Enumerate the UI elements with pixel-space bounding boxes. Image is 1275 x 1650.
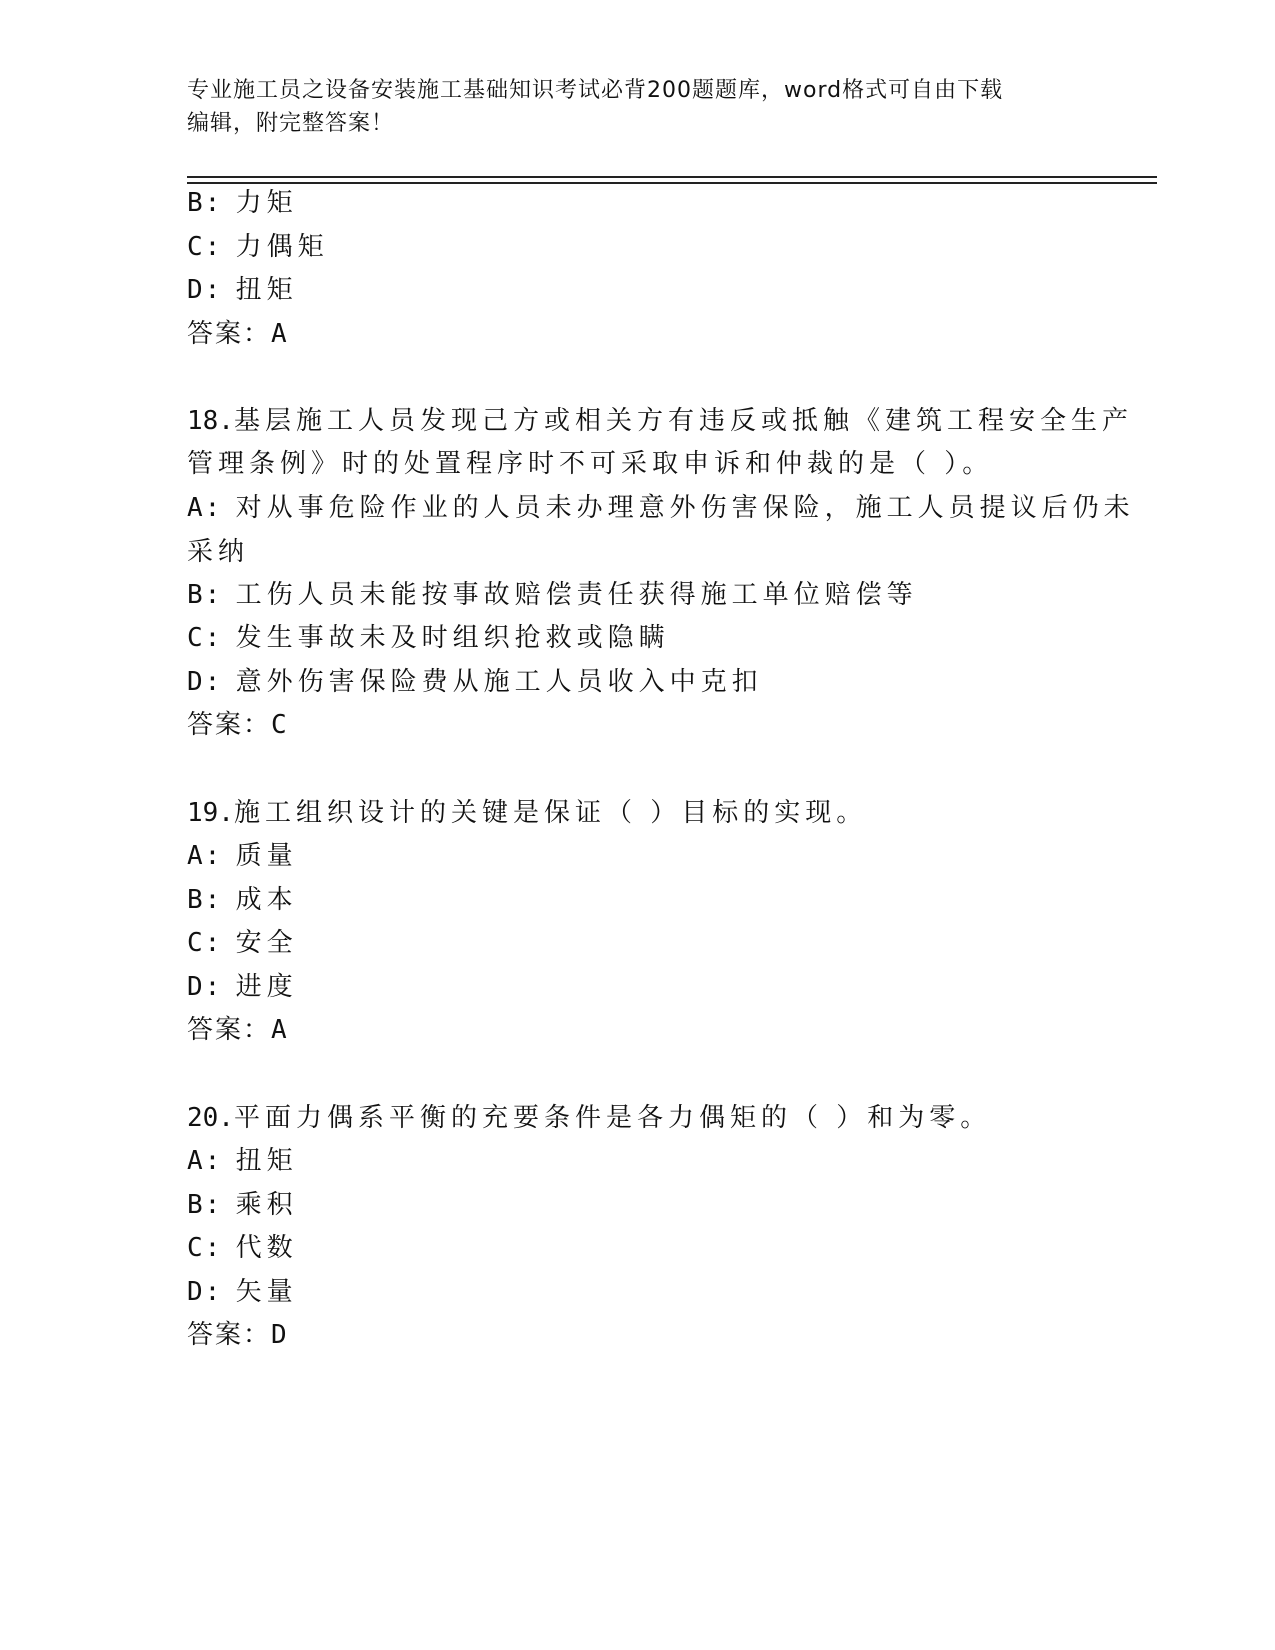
q18-stem-line1 xyxy=(187,404,1133,438)
option-text: 对从事危险作业的人员未办理意外伤害保险，施工人员提议后仍未 xyxy=(235,493,1135,523)
q19-stem xyxy=(187,796,867,830)
option-label: D: xyxy=(187,667,223,697)
question-number: 18. xyxy=(187,406,234,436)
question-number: 20. xyxy=(187,1103,234,1133)
option-label: B: xyxy=(187,1190,223,1220)
document-header xyxy=(187,74,1087,140)
option-label: A: xyxy=(187,493,223,523)
q17-option-c xyxy=(187,230,329,264)
option-label: D: xyxy=(187,1277,223,1307)
answer-label: 答案： xyxy=(187,319,272,349)
option-label: A: xyxy=(187,1146,223,1176)
answer-value: A xyxy=(271,1015,287,1045)
question-stem: 施工组织设计的关键是保证（ ）目标的实现。 xyxy=(233,798,868,828)
question-stem: 平面力偶系平衡的充要条件是各力偶矩的（ ）和为零。 xyxy=(233,1103,992,1133)
q18-option-c xyxy=(187,621,670,655)
answer-label: 答案： xyxy=(187,1320,272,1350)
option-label: D: xyxy=(187,275,223,305)
question-number: 19. xyxy=(187,798,234,828)
q20-option-a xyxy=(187,1144,298,1178)
option-label: C: xyxy=(187,928,223,958)
q19-option-b xyxy=(187,883,298,917)
answer-value: C xyxy=(271,710,287,740)
option-text: 成本 xyxy=(235,885,298,915)
option-text: 安全 xyxy=(235,928,298,958)
option-label: C: xyxy=(187,623,223,653)
q19-option-d xyxy=(187,970,298,1004)
q17-answer xyxy=(187,317,287,351)
answer-label: 答案： xyxy=(187,710,272,740)
q17-option-d xyxy=(187,273,298,307)
q19-option-c xyxy=(187,926,298,960)
q20-option-d xyxy=(187,1275,298,1309)
option-text: 意外伤害保险费从施工人员收入中克扣 xyxy=(235,667,763,697)
option-text: 扭矩 xyxy=(235,275,298,305)
q19-option-a xyxy=(187,839,298,873)
q20-answer xyxy=(187,1318,287,1352)
option-text: 矢量 xyxy=(235,1277,298,1307)
option-text: 力偶矩 xyxy=(235,232,329,262)
header-title-line1: 专业施工员之设备安装施工基础知识考试必背200题题库，word格式可自由下载 xyxy=(187,78,1004,103)
q18-option-a xyxy=(187,491,1135,525)
option-text: 工伤人员未能按事故赔偿责任获得施工单位赔偿等 xyxy=(235,580,918,610)
q20-option-b xyxy=(187,1188,298,1222)
header-title-line2: 编辑，附完整答案！ xyxy=(187,111,395,136)
q18-option-a-cont: 采纳 xyxy=(187,537,250,567)
option-label: D: xyxy=(187,972,223,1002)
header-rule-bottom xyxy=(187,182,1157,184)
q19-answer xyxy=(187,1013,287,1047)
answer-value: A xyxy=(271,319,287,349)
q20-stem xyxy=(187,1101,991,1135)
option-label: B: xyxy=(187,188,223,218)
answer-value: D xyxy=(271,1320,287,1350)
option-text: 发生事故未及时组织抢救或隐瞒 xyxy=(235,623,670,653)
option-label: C: xyxy=(187,1233,223,1263)
q18-answer xyxy=(187,708,287,742)
option-label: A: xyxy=(187,841,223,871)
option-text: 力矩 xyxy=(235,188,298,218)
answer-label: 答案： xyxy=(187,1015,272,1045)
option-text: 扭矩 xyxy=(235,1146,298,1176)
option-text: 代数 xyxy=(235,1233,298,1263)
q18-option-d xyxy=(187,665,763,699)
q18-option-b xyxy=(187,578,918,612)
option-label: B: xyxy=(187,580,223,610)
q18-stem-line2: 管理条例》时的处置程序时不可采取申诉和仲裁的是（ ）。 xyxy=(187,449,994,479)
option-label: B: xyxy=(187,885,223,915)
option-text: 乘积 xyxy=(235,1190,298,1220)
q20-option-c xyxy=(187,1231,298,1265)
option-text: 质量 xyxy=(235,841,298,871)
option-label: C: xyxy=(187,232,223,262)
option-text: 进度 xyxy=(235,972,298,1002)
q17-option-b xyxy=(187,186,298,220)
header-rule-top xyxy=(187,176,1157,178)
question-stem: 基层施工人员发现己方或相关方有违反或抵触《建筑工程安全生产 xyxy=(233,406,1133,436)
